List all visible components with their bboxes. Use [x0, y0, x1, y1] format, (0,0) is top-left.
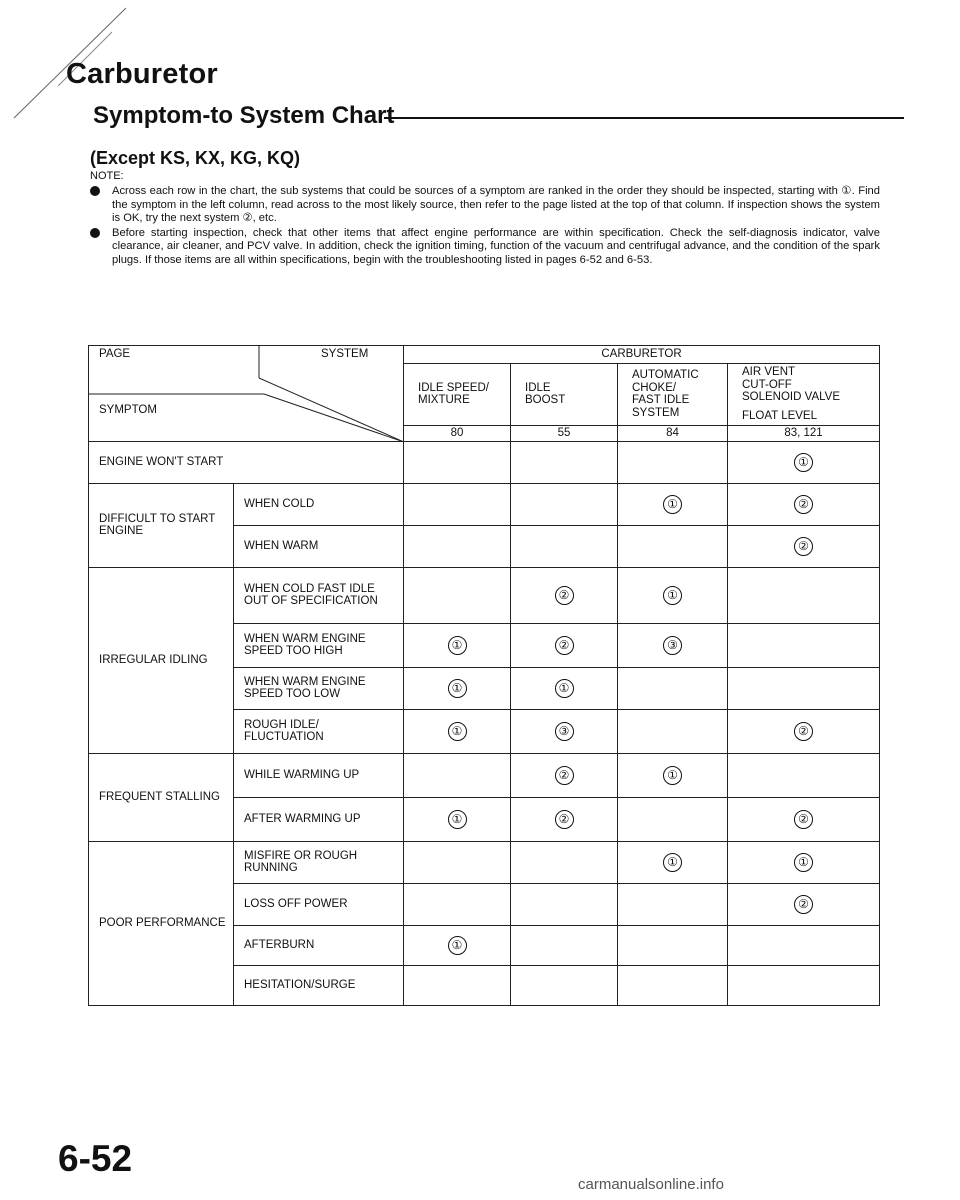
- column-header-line: SYSTEM: [632, 406, 680, 419]
- rank-badge: ②: [555, 636, 574, 655]
- rank-badge: ①: [663, 586, 682, 605]
- rank-cell: [511, 567, 618, 623]
- note-item: [90, 227, 880, 268]
- rank-cell: [618, 841, 728, 883]
- rank-badge: ①: [794, 853, 813, 872]
- symptom-system-table: [88, 345, 880, 1006]
- sub-symptom-cell: AFTERBURN: [234, 925, 404, 965]
- rank-badge: ②: [794, 895, 813, 914]
- rank-cell: [618, 965, 728, 1005]
- column-header-line: MIXTURE: [418, 394, 470, 406]
- sub-symptom-cell: WHEN COLD: [234, 483, 404, 525]
- sub-symptom-cell: MISFIRE OR ROUGH RUNNING: [234, 841, 404, 883]
- subtitle-rule: [384, 117, 904, 119]
- rank-cell: [728, 753, 880, 797]
- rank-cell: [511, 667, 618, 709]
- column-header-line: FAST IDLE: [632, 394, 690, 406]
- column-header-idle-speed-mixture: [404, 363, 511, 425]
- corner-system-label: SYSTEM: [321, 348, 369, 360]
- column-page-ref: 80: [404, 425, 511, 441]
- bullet-icon: [90, 186, 100, 196]
- rank-cell: [404, 797, 511, 841]
- column-header-line: CUT-OFF: [742, 378, 792, 391]
- rank-badge: ①: [448, 679, 467, 698]
- rank-cell: [404, 753, 511, 797]
- column-header-line: CHOKE/: [632, 381, 677, 394]
- rank-cell: [511, 965, 618, 1005]
- rank-cell: [728, 525, 880, 567]
- rank-cell: [618, 709, 728, 753]
- sub-symptom-cell: WHEN WARM ENGINE SPEED TOO HIGH: [234, 623, 404, 667]
- column-header-line: AIR VENT: [742, 366, 796, 378]
- rank-cell: [511, 797, 618, 841]
- rank-cell: [404, 841, 511, 883]
- rank-cell: [511, 883, 618, 925]
- rank-cell: [618, 567, 728, 623]
- rank-cell: [618, 525, 728, 567]
- rank-cell: [511, 753, 618, 797]
- rank-badge: ①: [448, 936, 467, 955]
- note-text: Before starting inspection, check that other items that affect engine performance are within specification. Check the self-diagnosis indicator, valve clearance, air cleaner, and PCV valve. In addition, check the ignition timing, function of the vacuum and centrifugal advance, and the condition of the spark plugs. If those items are all within specifications, begin with the troubleshooting listed in pages 6-52 and 6-53.: [112, 226, 880, 266]
- bullet-icon: [90, 228, 100, 238]
- system-group-header: CARBURETOR: [404, 346, 880, 364]
- column-header-air-vent-solenoid: [728, 363, 880, 425]
- rank-badge: ②: [794, 810, 813, 829]
- rank-cell: [618, 441, 728, 483]
- table-corner-cell: [89, 346, 404, 442]
- sub-symptom-cell: HESITATION/SURGE: [234, 965, 404, 1005]
- table-row: [89, 567, 880, 623]
- rank-cell: [404, 925, 511, 965]
- rank-cell: [728, 965, 880, 1005]
- rank-cell: [511, 709, 618, 753]
- symptom-cell: DIFFICULT TO START ENGINE: [89, 483, 234, 567]
- table-row: [89, 841, 880, 883]
- watermark: carmanualsonline.info: [578, 1176, 724, 1193]
- column-header-line: AUTOMATIC: [632, 369, 699, 381]
- rank-cell: [618, 925, 728, 965]
- corner-symptom-label: SYMPTOM: [99, 404, 157, 416]
- rank-badge: ③: [555, 722, 574, 741]
- rank-badge: ①: [794, 453, 813, 472]
- rank-cell: [511, 841, 618, 883]
- rank-cell: [618, 797, 728, 841]
- rank-cell: [404, 667, 511, 709]
- page-number: 6-52: [58, 1138, 133, 1179]
- symptom-cell: IRREGULAR IDLING: [89, 567, 234, 753]
- rank-cell: [728, 667, 880, 709]
- rank-cell: [404, 623, 511, 667]
- column-header-idle-boost: [511, 363, 618, 425]
- rank-badge: ②: [555, 586, 574, 605]
- rank-cell: [618, 623, 728, 667]
- note-label: NOTE:: [90, 170, 124, 182]
- rank-cell: [618, 483, 728, 525]
- rank-cell: [404, 483, 511, 525]
- section-subtitle: Symptom-to System Chart: [93, 102, 395, 129]
- column-header-line: IDLE SPEED/: [418, 381, 489, 394]
- column-page-ref: 83, 121: [728, 425, 880, 441]
- page-title: Carburetor: [66, 58, 218, 90]
- rank-cell: [511, 623, 618, 667]
- rank-badge: ②: [794, 537, 813, 556]
- rank-cell: [728, 709, 880, 753]
- sub-symptom-cell: LOSS OFF POWER: [234, 883, 404, 925]
- column-header-line: IDLE: [525, 381, 551, 394]
- note-text: Across each row in the chart, the sub systems that could be sources of a symptom are ranked in the order they should be inspected, starting with ①. Find the symptom in the left column, read across to the most likely source, then refer to the page listed at the top of that column. If inspection shows the system is OK, try the next system ②, etc.: [112, 185, 880, 225]
- sub-symptom-cell: WHEN WARM: [234, 525, 404, 567]
- table-row: [89, 441, 880, 483]
- sub-symptom-cell: WHEN COLD FAST IDLE OUT OF SPECIFICATION: [234, 567, 404, 623]
- rank-cell: [728, 483, 880, 525]
- sub-symptom-cell: WHILE WARMING UP: [234, 753, 404, 797]
- rank-cell: [728, 841, 880, 883]
- column-header-float-level: FLOAT LEVEL: [742, 409, 817, 422]
- rank-badge: ①: [555, 679, 574, 698]
- rank-badge: ①: [663, 495, 682, 514]
- rank-badge: ①: [448, 722, 467, 741]
- column-page-ref: 84: [618, 425, 728, 441]
- rank-cell: [404, 709, 511, 753]
- rank-cell: [618, 753, 728, 797]
- column-page-ref: 55: [511, 425, 618, 441]
- sub-symptom-cell: AFTER WARMING UP: [234, 797, 404, 841]
- rank-cell: [511, 925, 618, 965]
- sub-symptom-cell: ROUGH IDLE/ FLUCTUATION: [234, 709, 404, 753]
- symptom-cell: POOR PERFORMANCE: [89, 841, 234, 1005]
- rank-badge: ①: [663, 766, 682, 785]
- rank-cell: [404, 567, 511, 623]
- rank-badge: ②: [555, 810, 574, 829]
- rank-cell: [618, 667, 728, 709]
- rank-cell: [728, 925, 880, 965]
- rank-cell: [511, 525, 618, 567]
- rank-cell: [728, 567, 880, 623]
- rank-cell: [404, 883, 511, 925]
- rank-badge: ②: [794, 495, 813, 514]
- table-row: [89, 753, 880, 797]
- rank-cell: [728, 797, 880, 841]
- note-item: [90, 185, 880, 226]
- rank-cell: [728, 883, 880, 925]
- symptom-cell: FREQUENT STALLING: [89, 753, 234, 841]
- symptom-cell: ENGINE WON'T START: [89, 441, 404, 483]
- rank-badge: ②: [794, 722, 813, 741]
- rank-cell: [511, 441, 618, 483]
- rank-cell: [404, 965, 511, 1005]
- rank-badge: ③: [663, 636, 682, 655]
- model-exception-heading: (Except KS, KX, KG, KQ): [90, 148, 301, 168]
- rank-cell: [618, 883, 728, 925]
- column-header-automatic-choke: [618, 363, 728, 425]
- rank-cell: [728, 623, 880, 667]
- rank-cell: [511, 483, 618, 525]
- column-header-line: SOLENOID VALVE: [742, 391, 840, 403]
- sub-symptom-cell: WHEN WARM ENGINE SPEED TOO LOW: [234, 667, 404, 709]
- rank-badge: ①: [663, 853, 682, 872]
- rank-badge: ①: [448, 810, 467, 829]
- rank-badge: ①: [448, 636, 467, 655]
- rank-badge: ②: [555, 766, 574, 785]
- table-row: [89, 483, 880, 525]
- rank-cell: [728, 441, 880, 483]
- rank-cell: [404, 525, 511, 567]
- column-header-line: BOOST: [525, 394, 566, 406]
- rank-cell: [404, 441, 511, 483]
- corner-page-label: PAGE: [99, 348, 131, 360]
- notes-list: [90, 185, 880, 269]
